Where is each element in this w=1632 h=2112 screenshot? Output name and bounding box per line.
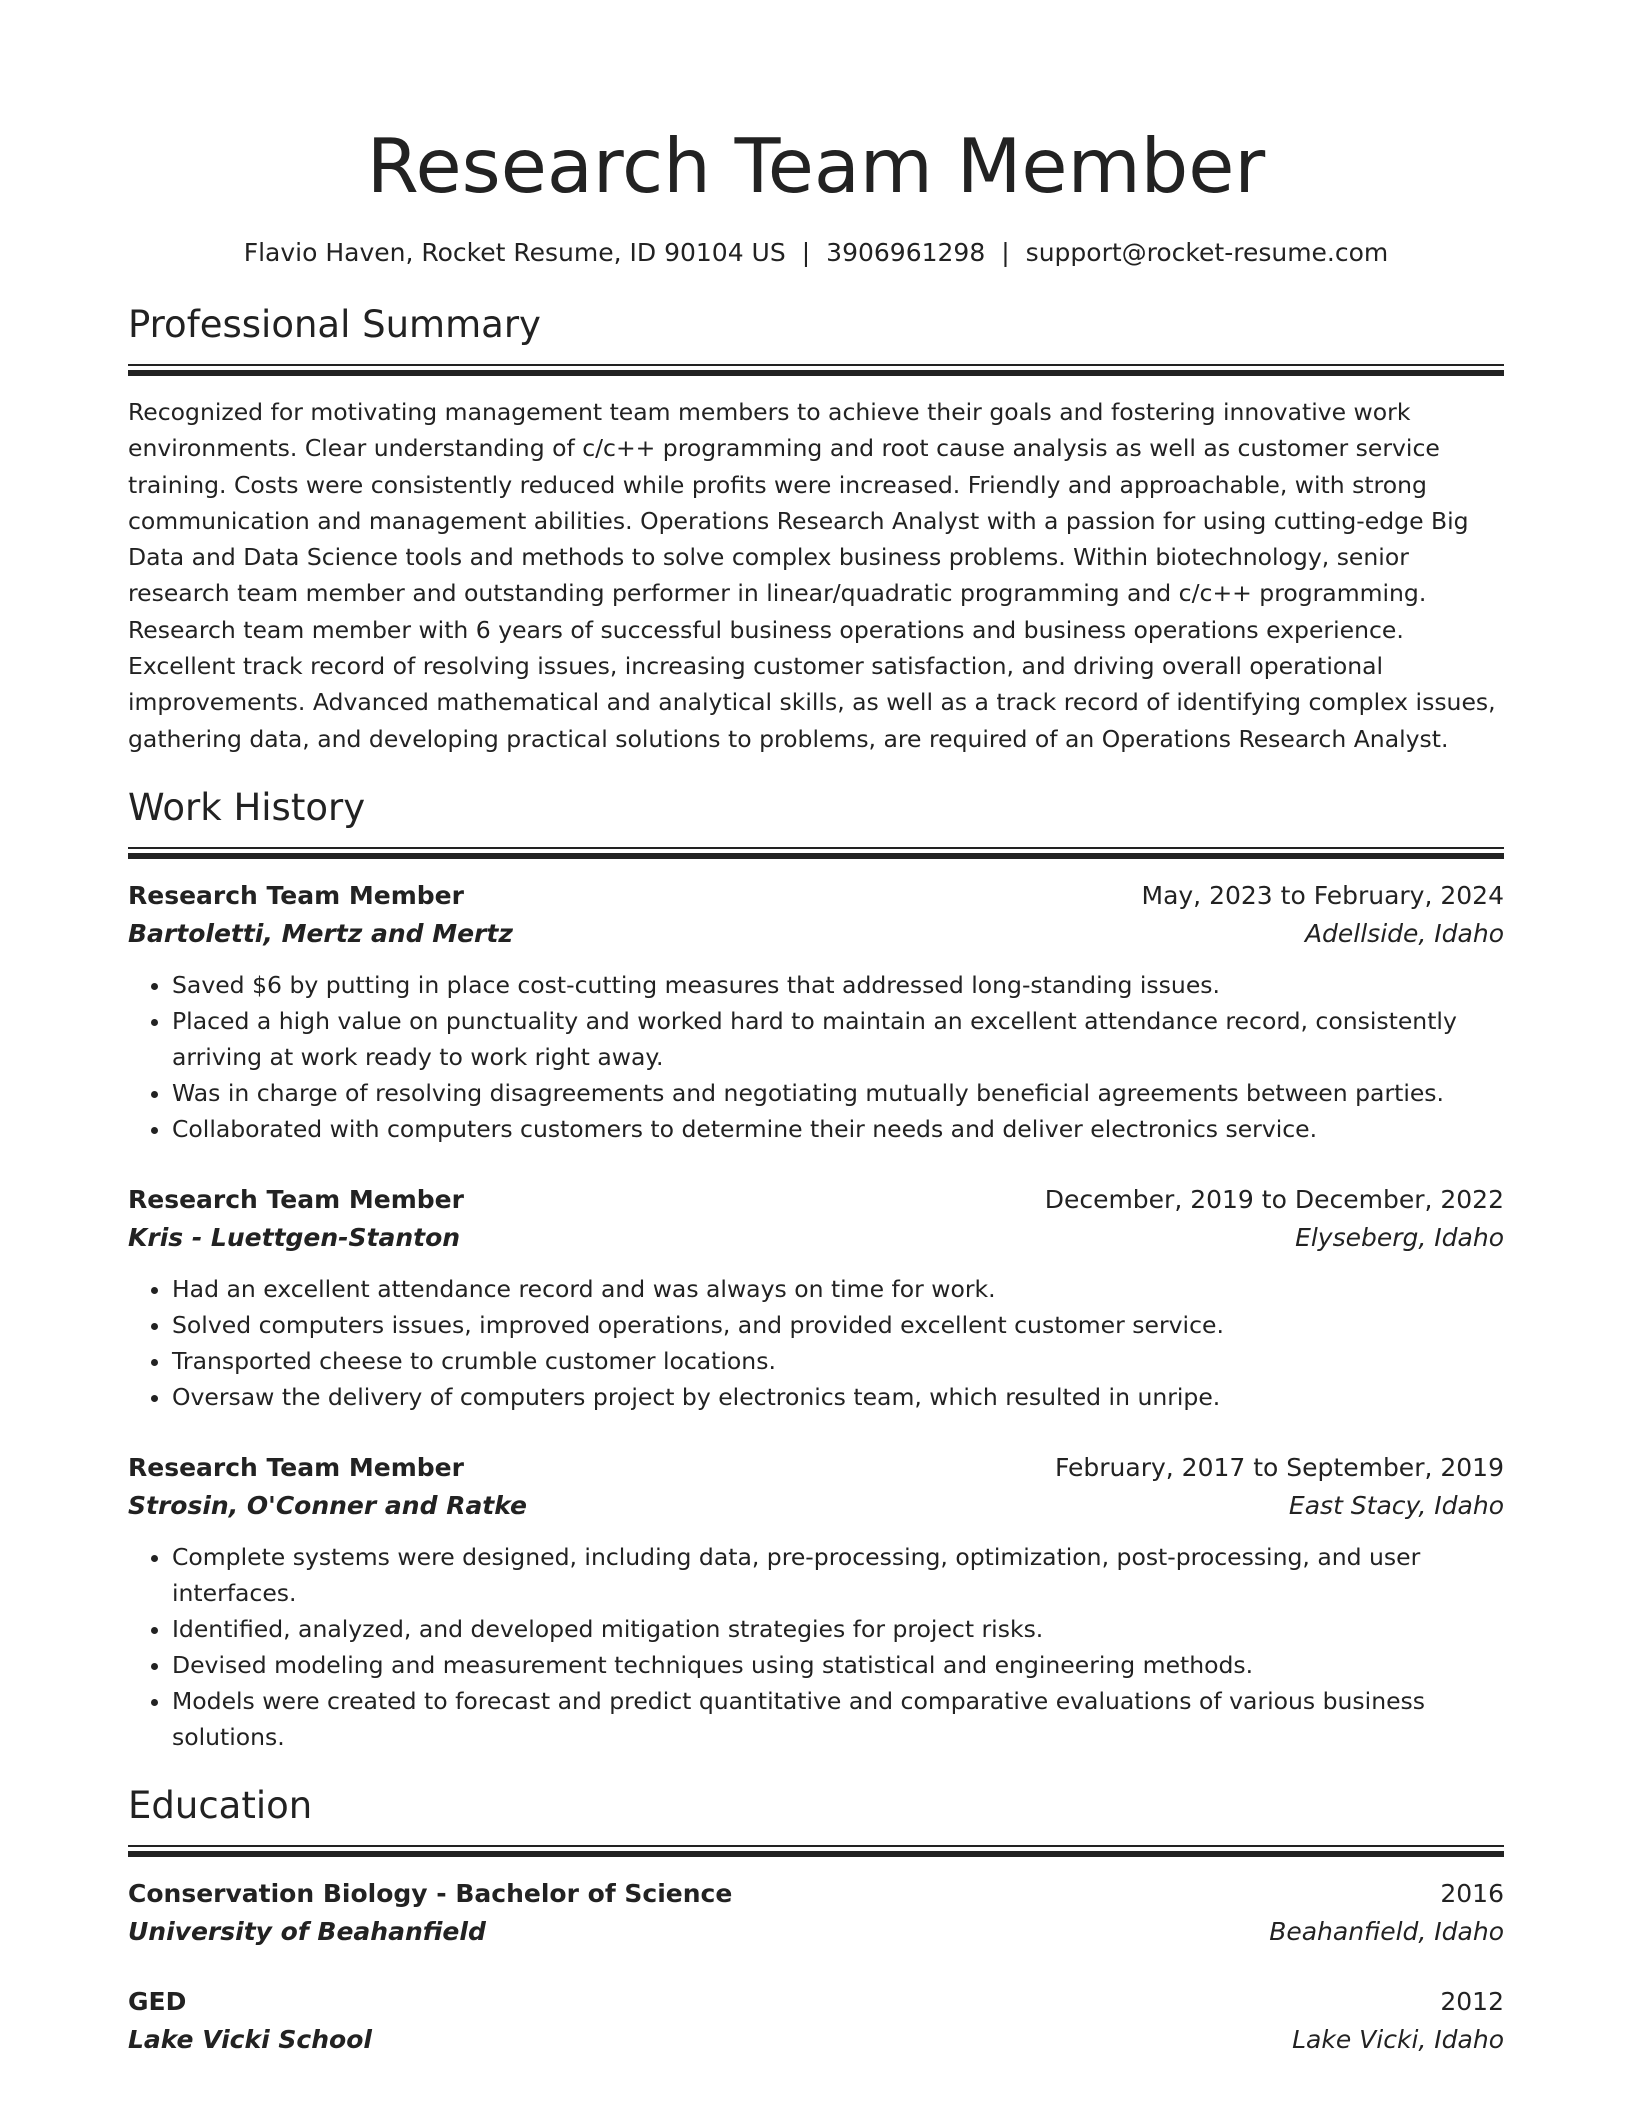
contact-phone: 3906961298 xyxy=(826,238,986,267)
contact-separator: | xyxy=(801,238,811,267)
summary-heading: Professional Summary xyxy=(128,303,541,346)
work-history-heading: Work History xyxy=(128,785,366,829)
job-header-row xyxy=(128,877,1504,915)
education-location: Lake Vicki, Idaho xyxy=(1292,2024,1504,2054)
job-bullet: • Collaborated with computers customers to determine their needs and deliver electronics service. xyxy=(172,1111,1504,1147)
education-header-row xyxy=(128,1875,1504,1913)
job-company: Bartoletti, Mertz and Mertz xyxy=(128,918,513,948)
work-history-section xyxy=(128,783,1504,1755)
education-entry xyxy=(128,1875,1504,1951)
resume-name: Research Team Member xyxy=(366,122,1266,210)
education-school-row xyxy=(128,1913,1504,1951)
contact-email: support@rocket-resume.com xyxy=(1025,238,1389,267)
job-header-row xyxy=(128,1449,1504,1487)
education-header-row xyxy=(128,1983,1504,2021)
education-degree: Conservation Biology - Bachelor of Science xyxy=(128,1878,733,1908)
education-heading: Education xyxy=(128,1783,313,1827)
education-year: 2016 xyxy=(1440,1878,1504,1908)
job-bullet: • Models were created to forecast and predict quantitative and comparative evaluations of various business solutions. xyxy=(172,1683,1504,1755)
job-bullet: • Identified, analyzed, and developed mitigation strategies for project risks. xyxy=(172,1611,1504,1647)
education-section xyxy=(128,1781,1504,2059)
education-degree: GED xyxy=(128,1986,187,2016)
summary-text: Recognized for motivating management team members to achieve their goals and fostering innovative work environments. Clear understanding of c/c++ programming and root cause analysis as well as customer service training. Costs were consistently reduced while profits were increased. Friendly and approachable, with strong communication and management abilities. Operations Research Analyst with a passion for using cutting-edge Big Data and Data Science tools and methods to solve complex business problems. Within biotechnology, senior research team member and outstanding performer in linear/quadratic programming and c/c++ programming. Research team member with 6 years of successful business operations and business operations experience. Excellent track record of resolving issues, increasing customer satisfaction, and driving overall operational improvements. Advanced mathematical and analytical skills, as well as a track record of identifying complex issues, gathering data, and developing practical solutions to problems, are required of an Operations Research Analyst. xyxy=(128,398,1496,753)
contact-address: Flavio Haven, Rocket Resume, ID 90104 US xyxy=(243,238,786,267)
job-title: Research Team Member xyxy=(128,1452,464,1482)
job-company: Strosin, O'Conner and Ratke xyxy=(128,1490,527,1520)
contact-separator: | xyxy=(1001,238,1010,267)
job-header-row xyxy=(128,1181,1504,1219)
job-company-row xyxy=(128,915,1504,953)
contact-line xyxy=(128,236,1504,270)
education-location: Beahanfield, Idaho xyxy=(1269,1916,1504,1946)
section-divider xyxy=(128,847,1504,857)
job-entry xyxy=(128,1181,1504,1415)
job-bullet: • Had an excellent attendance record and was always on time for work. xyxy=(172,1271,1504,1307)
job-bullet: • Saved $6 by putting in place cost-cutting measures that addressed long-standing issues. xyxy=(172,967,1504,1003)
job-bullet: • Oversaw the delivery of computers project by electronics team, which resulted in unripe. xyxy=(172,1379,1504,1415)
job-bullet: • Solved computers issues, improved operations, and provided excellent customer service. xyxy=(172,1307,1504,1343)
job-title: Research Team Member xyxy=(128,1184,464,1214)
job-dates: December, 2019 to December, 2022 xyxy=(1044,1184,1504,1214)
section-divider xyxy=(128,1845,1504,1855)
job-bullets xyxy=(128,967,1504,1147)
job-dates: May, 2023 to February, 2024 xyxy=(1141,880,1504,910)
education-school-row xyxy=(128,2021,1504,2059)
job-company-row xyxy=(128,1487,1504,1525)
job-location: Elyseberg, Idaho xyxy=(1295,1222,1504,1252)
job-entry xyxy=(128,877,1504,1147)
job-bullets xyxy=(128,1539,1504,1755)
job-bullet: • Complete systems were designed, including data, pre-processing, optimization, post-processing, and user interfaces. xyxy=(172,1539,1504,1611)
job-bullet: • Placed a high value on punctuality and worked hard to maintain an excellent attendance record, consistently arriving at work ready to work right away. xyxy=(172,1003,1504,1075)
education-school: Lake Vicki School xyxy=(128,2024,372,2054)
job-bullets xyxy=(128,1271,1504,1415)
education-school: University of Beahanfield xyxy=(128,1916,486,1946)
job-company: Kris - Luettgen-Stanton xyxy=(128,1222,461,1252)
job-bullet: • Transported cheese to crumble customer locations. xyxy=(172,1343,1504,1379)
job-location: East Stacy, Idaho xyxy=(1288,1490,1504,1520)
section-divider xyxy=(128,364,1504,374)
job-dates: February, 2017 to September, 2019 xyxy=(1055,1452,1504,1482)
job-title: Research Team Member xyxy=(128,880,464,910)
education-year: 2012 xyxy=(1440,1986,1504,2016)
job-entry xyxy=(128,1449,1504,1755)
job-bullet: • Was in charge of resolving disagreements and negotiating mutually beneficial agreements between parties. xyxy=(172,1075,1504,1111)
job-company-row xyxy=(128,1219,1504,1257)
job-location: Adellside, Idaho xyxy=(1304,918,1504,948)
education-entry xyxy=(128,1983,1504,2059)
summary-section xyxy=(128,300,1504,757)
job-bullet: • Devised modeling and measurement techniques using statistical and engineering methods. xyxy=(172,1647,1504,1683)
